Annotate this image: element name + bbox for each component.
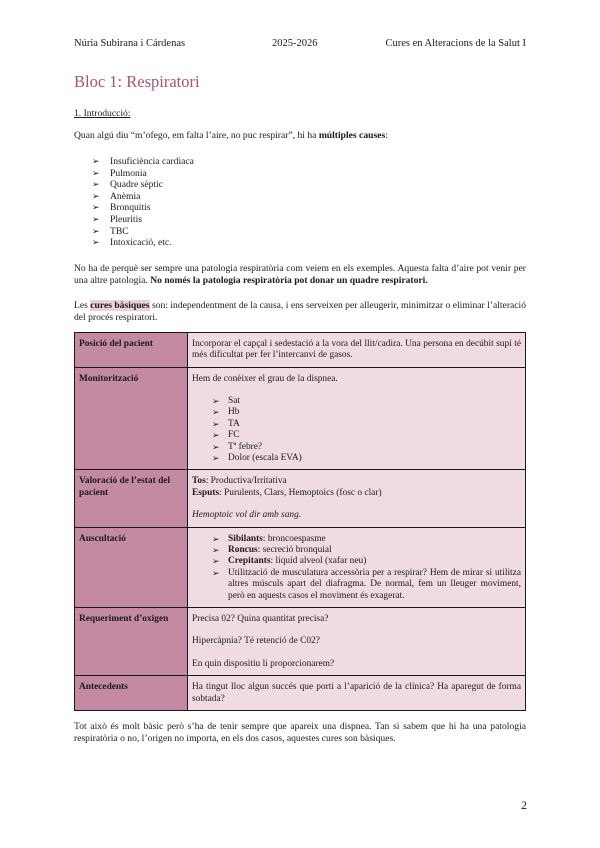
arrow-bullet-icon: ➢ [92,237,100,248]
arrow-bullet-icon: ➢ [212,418,220,429]
closing-paragraph: Tot això és molt bàsic però s’ha de tenir sempre que apareix una dispnea. Tan si sabem que hi ha una patologia respiratòria o no, l’origen no importa, en els dos casos, aquestes cures son bàsiques. [74,721,526,745]
row-value-antecedents: Ha tingut lloc algun succés que porti a l’aparició de la clínica? Ha aparegut de forma sobtada? [188,676,526,711]
arrow-bullet-icon: ➢ [92,213,100,224]
list-item: ➢ Pulmonia [92,167,147,179]
arrow-bullet-icon: ➢ [212,453,220,463]
auscultacio-list [212,534,521,602]
highlighted-term: cures bàsiques [90,299,150,311]
tos-line: Tos: Productiva/Irritativa [192,476,287,487]
list-item: ➢ Tª febre? [212,441,263,452]
list-item: ➢ Intoxicació, etc. [92,237,172,249]
arrow-bullet-icon: ➢ [212,395,220,406]
list-item: ➢ Sat [212,395,240,406]
page-number: 2 [521,798,527,812]
header-author: Núria Subirana i Cárdenas [74,38,186,49]
arrow-bullet-icon: ➢ [212,407,220,418]
arrow-bullet-icon: ➢ [212,567,220,578]
question-bold: múltiples causes [318,130,386,141]
arrow-bullet-icon: ➢ [212,545,220,556]
hemoptoic-note: Hemoptoic vol dir amb sang. [192,510,302,521]
list-item: ➢ FC [212,430,240,441]
para1-bold: No només la patologia respiratòria pot donar un quadre respiratori. [150,274,428,286]
table-row [75,608,526,676]
row-label-monitor: Monitorització [75,367,188,470]
table-row [75,676,526,711]
row-value-monitor [188,367,526,470]
list-item: ➢ Utilització de musculatura accessòria per a respirar? Hem de mirar si utilitza altres músculs apart del diafragma. De normal, fem un lleuger moviment, però en aquests casos el moviment és exagerat. [212,567,521,601]
list-item: ➢ TA [212,418,240,429]
row-label-oxigen: Requeriment d’oxigen [75,608,188,676]
list-item: ➢ Quadre sèptic [92,179,164,191]
list-item: ➢ TBC [92,225,129,237]
section-heading: 1. Introducció: [74,108,131,119]
table-row [75,527,526,607]
table-row [75,332,526,367]
list-item: ➢ Roncus: secreció bronquial [212,545,332,556]
monitor-list [212,396,521,464]
row-label-antecedents: Antecedents [75,676,188,711]
list-item: ➢ Hb [212,407,240,418]
arrow-bullet-icon: ➢ [92,156,100,166]
question-suffix: : [385,130,388,141]
list-item: ➢ Pleuritis [92,213,142,225]
list-item: ➢ Dolor (escala EVA) [212,453,302,463]
esputs-line: Esputs: Purulents, Clars, Hemoptoics (fosc o clar) [192,487,382,498]
row-label-auscultacio: Auscultació [75,527,188,607]
row-value-auscultacio [188,527,526,607]
arrow-bullet-icon: ➢ [92,190,100,201]
causes-list [92,156,526,249]
row-value-oxigen: Precisa 02? Quina quantitat precisa? Hipercàpnia? Té retenció de C02? En quin dispositiu li proporcionarem? [188,608,526,676]
arrow-bullet-icon: ➢ [92,179,100,190]
list-item: ➢ Bronquitis [92,202,151,214]
question-paragraph [74,130,526,142]
arrow-bullet-icon: ➢ [92,225,100,236]
row-label-posicio: Posició del pacient [75,332,188,367]
arrow-bullet-icon: ➢ [92,202,100,213]
paragraph-not-only-respiratory: No ha de perquè ser sempre una patologia respiratòria com veiem en els exemples. Aquesta falta d’aire pot venir per una altre patologia. No només la patologia respiratòria pot donar un quadre respiratori. [74,262,526,286]
list-item: ➢ Sibilants: broncoespasme [212,533,326,544]
monitor-intro: Hem de conèixer el grau de la dispnea. [192,373,338,384]
main-content [74,108,526,745]
row-value-valoracio [188,470,526,527]
header-year: 2025-2026 [272,38,318,49]
table-row [75,367,526,470]
page-title: Bloc 1: Respiratori [74,72,200,91]
arrow-bullet-icon: ➢ [92,167,100,178]
page-header [74,38,526,52]
arrow-bullet-icon: ➢ [212,441,220,452]
table-row [75,470,526,527]
row-label-valoracio: Valoració de l’estat del pacient [75,470,188,527]
list-item: ➢ Insuficiència cardiaca [92,156,194,167]
paragraph-basic-care: Les cures bàsiques son: independentment de la causa, i ens serveixen per alleugerir, minimitzar o eliminar l’alteració del procés respiratori. [74,299,526,323]
row-value-posicio: Incorporar el capçal i sedestació a la vora del llit/cadira. Una persona en decúbit supí té més dificultat per fer l’intercanvi de gasos. [188,332,526,367]
header-course: Cures en Alteracions de la Salut I [385,38,526,49]
list-item: ➢ Anèmia [92,190,141,202]
question-prefix: Quan algú diu “m’ofego, em falta l’aire, no puc respirar”, hi ha [74,130,319,141]
basic-care-table [74,332,526,711]
list-item: ➢ Crepitants: liquid alveol (xafar neu) [212,556,367,567]
arrow-bullet-icon: ➢ [212,556,220,567]
arrow-bullet-icon: ➢ [212,430,220,441]
arrow-bullet-icon: ➢ [212,533,220,544]
